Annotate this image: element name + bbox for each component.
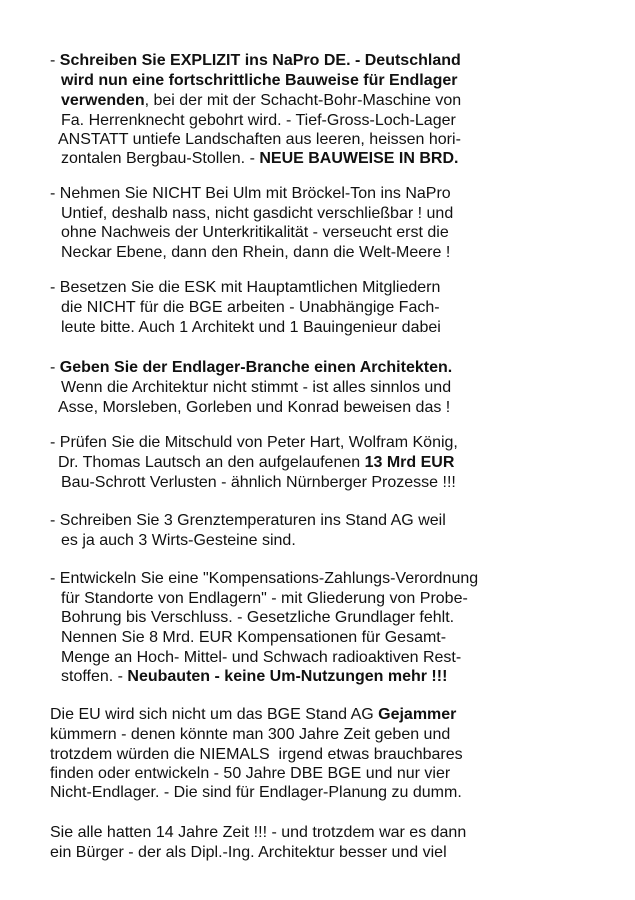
text-line — [61, 243, 450, 263]
text-line — [61, 378, 451, 398]
text-segment: trotzdem würden die NIEMALS irgend etwas brauchbares — [50, 746, 463, 763]
bold-text: Gejammer — [378, 706, 457, 723]
text-line — [61, 318, 441, 338]
text-line — [61, 473, 456, 493]
text-line — [61, 608, 454, 628]
text-segment: - — [50, 359, 60, 376]
text-segment: für Standorte von Endlagern" - mit Gliederung von Probe- — [61, 590, 468, 607]
text-segment: Wenn die Architektur nicht stimmt - ist alles sinnlos und — [61, 379, 452, 396]
bold-text: wird nun eine fortschrittliche Bauweise für Endlager — [61, 72, 458, 89]
text-line — [61, 628, 446, 648]
text-segment: stoffen. - — [61, 668, 128, 685]
text-line — [50, 783, 462, 803]
bold-text: Schreiben Sie EXPLIZIT ins NaPro DE. - Deutschland — [59, 52, 461, 69]
text-line — [61, 531, 296, 551]
text-line — [50, 358, 452, 378]
text-line — [50, 725, 450, 745]
bold-text: verwenden — [61, 92, 145, 109]
text-segment: es ja auch 3 Wirts-Gesteine sind. — [61, 532, 296, 549]
text-segment: Nennen Sie 8 Mrd. EUR Kompensationen für Gesamt- — [61, 629, 447, 646]
text-segment: die NICHT für die BGE arbeiten - Unabhängige Fach- — [61, 299, 440, 316]
bold-text: Neubauten - keine Um-Nutzungen mehr !!! — [127, 668, 448, 685]
text-line — [50, 764, 450, 784]
text-segment: ANSTATT untiefe Landschaften aus leeren, heissen hori- — [58, 131, 461, 148]
text-line — [58, 398, 450, 418]
bold-text: Geben Sie der Endlager-Branche einen Architekten. — [59, 359, 453, 376]
text-line — [50, 433, 458, 453]
text-line — [61, 298, 440, 318]
text-segment: - — [50, 52, 60, 69]
text-line — [61, 667, 447, 687]
text-segment: Menge an Hoch- Mittel- und Schwach radioaktiven Rest- — [61, 649, 462, 666]
text-segment: Fa. Herrenknecht gebohrt wird. - Tief-Gross-Loch-Lager — [61, 112, 456, 129]
text-segment: zontalen Bergbau-Stollen. - — [61, 150, 260, 167]
text-segment: Dr. Thomas Lautsch an den aufgelaufenen — [58, 454, 365, 471]
text-segment: , bei der mit der Schacht-Bohr-Maschine von — [144, 92, 462, 109]
text-line — [50, 705, 456, 725]
bold-text: NEUE BAUWEISE IN BRD. — [259, 150, 459, 167]
text-line — [50, 745, 463, 765]
text-segment: Sie alle hatten 14 Jahre Zeit !!! - und trotzdem war es dann — [50, 824, 467, 841]
text-segment: Die EU wird sich nicht um das BGE Stand AG — [50, 706, 379, 723]
text-segment: leute bitte. Auch 1 Architekt und 1 Bauingenieur dabei — [61, 319, 441, 336]
text-segment: Bohrung bis Verschluss. - Gesetzliche Grundlager fehlt. — [61, 609, 455, 626]
text-segment: - Nehmen Sie NICHT Bei Ulm mit Bröckel-Ton ins NaPro — [50, 185, 451, 202]
text-line — [50, 843, 447, 863]
text-segment: Neckar Ebene, dann den Rhein, dann die Welt-Meere ! — [61, 244, 451, 261]
text-line — [61, 589, 468, 609]
text-line — [61, 71, 458, 91]
text-segment: - Entwickeln Sie eine "Kompensations-Zahlungs-Verordnung — [50, 570, 479, 587]
text-line — [50, 823, 466, 843]
text-segment: Nicht-Endlager. - Die sind für Endlager-Planung zu dumm. — [50, 784, 462, 801]
text-segment: Bau-Schrott Verlusten - ähnlich Nürnberger Prozesse !!! — [61, 474, 456, 491]
text-segment: - Prüfen Sie die Mitschuld von Peter Hart, Wolfram König, — [50, 434, 458, 451]
text-line — [61, 204, 453, 224]
text-segment: kümmern - denen könnte man 300 Jahre Zeit geben und — [50, 726, 451, 743]
text-segment: - Schreiben Sie 3 Grenztemperaturen ins Stand AG weil — [50, 512, 446, 529]
text-line — [58, 130, 461, 150]
text-line — [50, 278, 440, 298]
text-segment: Asse, Morsleben, Gorleben und Konrad beweisen das ! — [58, 399, 451, 416]
text-segment: finden oder entwickeln - 50 Jahre DBE BGE und nur vier — [50, 765, 451, 782]
text-line — [58, 453, 454, 473]
text-line — [50, 511, 446, 531]
text-line — [61, 648, 461, 668]
bold-text: 13 Mrd EUR — [364, 454, 455, 471]
text-line — [50, 51, 461, 71]
text-segment: - Besetzen Sie die ESK mit Hauptamtlichen Mitgliedern — [50, 279, 441, 296]
text-segment: Untief, deshalb nass, nicht gasdicht verschließbar ! und — [61, 205, 454, 222]
text-segment: ohne Nachweis der Unterkritikalität - verseucht erst die — [61, 224, 449, 241]
text-segment: ein Bürger - der als Dipl.-Ing. Architektur besser und viel — [50, 844, 447, 861]
text-line — [61, 223, 449, 243]
text-line — [61, 91, 461, 111]
text-line — [50, 569, 478, 589]
text-line — [61, 111, 456, 131]
text-line — [50, 184, 451, 204]
text-line — [61, 149, 458, 169]
